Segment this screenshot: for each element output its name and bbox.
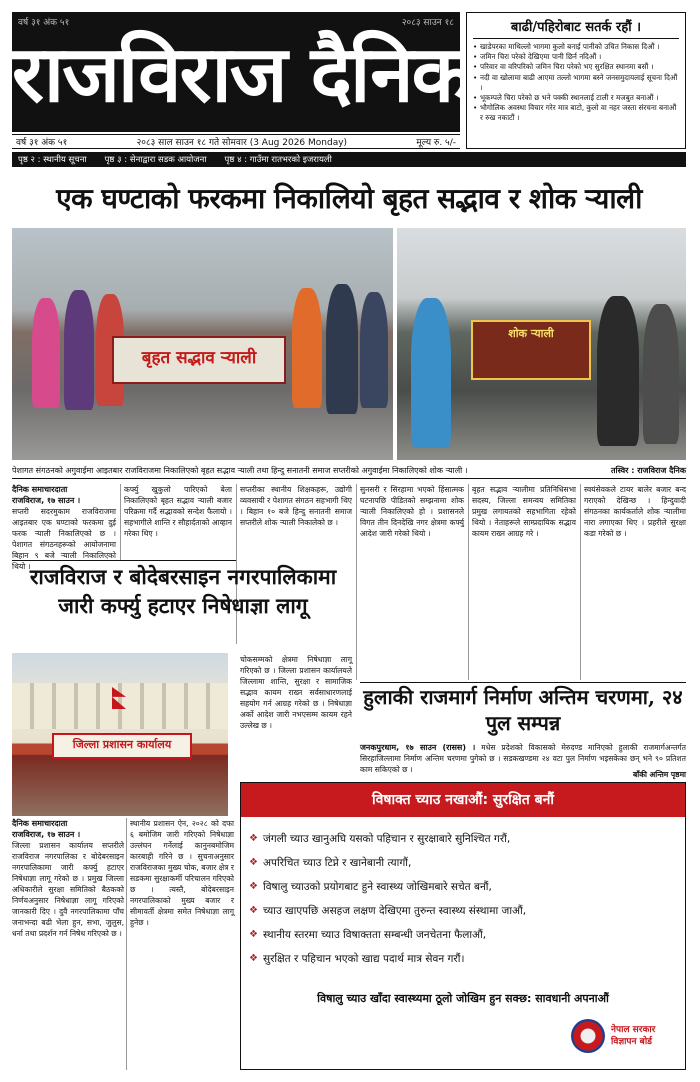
lead-column-2 [124,484,232,560]
photo-credit: तस्विर : राजविराज दैनिक [610,465,686,475]
byline-place: जनकपुरधाम, १७ साउन (रासस) । [360,743,476,752]
column-text: स्थानीय प्रशासन ऐन, २०२८ को दफा ६ बमोजिम जारी गरिएको निषेधाज्ञा उल्लंघन गर्नेलाई कानुनबमोजिम कारबाही गरिने छ । सुचनाअनुसार राजविराजका मुख्य चोक, बजार क्षेत्र र सडकमा सुरक्षाकर्मी परिचालन गरिएको छ । त्यस्तै, बोदेबरसाइन नगरपालिकाको मुख्य बजार र सीमावर्ती क्षेत्रमा समेत निषेधाज्ञा लागू हुनेछ । [130,819,234,927]
rally-banner: बृहत सद्भाव र्‍याली [112,336,286,384]
highway-headline: हुलाकी राजमार्ग निर्माण अन्तिम चरणमा, २४ पुल सम्पन्न [363,685,683,735]
dateline-price: मूल्य रु. ५/- [416,138,456,148]
index-item[interactable]: पृष्ठ २ : स्थानीय सूचना [18,155,87,165]
office-signboard: जिल्ला प्रशासन कार्यालय [52,733,192,759]
rally-photo-right [397,228,686,460]
masthead-date: २०८३ साउन १८ [401,18,454,28]
curfew-column-1 [12,818,124,1070]
photo-caption [12,462,686,479]
column-text: सप्तरी सदरमुकाम राजविराजमा आइतबार एक घण्टाको फरकमा दुई फरक र्‍याली निकालिएको छ । पेशागत संगठनहरूको आयोजनामा बिहान ९ बजे र्‍याली निकालिएको थियो । [12,507,116,571]
lead-column-6 [584,484,686,680]
flood-alert-list [473,42,679,124]
list-item: ❖ च्याउ खाएपछि असहज लक्षण देखिएमा तुरुन्त स्वास्थ्य संस्थामा जाऔं, [249,899,677,923]
byline-org: दैनिक समाचारदाता [12,819,68,828]
ad-footer: विषालु च्याउ खाँदा स्वास्थ्यमा ठूलो जोखिम हुन सक्छ: सावधानी अपनाऔं [317,992,609,1005]
newspaper-title: राजविराज दैनिक [12,29,470,120]
sponsor-line-2: विज्ञापन बोर्ड [611,1037,652,1047]
mushroom-advisory-ad [240,782,686,1070]
ad-sponsor [611,1024,655,1048]
district-office-photo [12,653,228,816]
byline-place: राजविराज, १७ साउन । [12,830,81,839]
list-item: • परिवार वा वरिपरिको जमिन चिरा परेको भए सुरक्षित स्थानमा बसौं । [473,62,679,72]
lead-column-5 [472,484,576,680]
column-text: मधेस प्रदेशको विकासको मेरुदण्ड मानिएको हुलाकी राजमार्गअन्तर्गत सिरहाजिल्लामा निर्माण अन्तिम चरणमा पुगेको छ । सडकखण्डमा २४ वटा पुल निर्माण भइसकेका छन् भने ९० प्रतिशत काम सकिएको छ । [360,743,686,774]
list-item: ❖ अपरिचित च्याउ टिप्ने र खानेबानी त्यागौं, [249,851,677,875]
list-item: • जमिन चिरा परेको देखिएमा पानी छिर्न नदिऔं । [473,52,679,62]
column-text: बृहत सद्भाव र्‍यालीमा प्रतिनिधिसभा सदस्य, जिल्ला समन्वय समितिका प्रमुख लगायतको सहभागिता रहेको थियो । नेताहरूले साम्प्रदायिक सद्भाव कायम राख्न आग्रह गरे । [472,485,576,538]
column-text: सुनसरी र सिरहामा भएको हिंसात्मक घटनापछि पीडितको सम्झनामा शोक र्‍याली निकालिएको हो । प्रशासनले विगत तीन दिनदेखि नगर क्षेत्रमा कर्फ्यु आदेश जारी गरेको थियो । [360,485,464,538]
column-text: चोकसम्मको क्षेत्रमा निषेधाज्ञा लागू गरिएको छ । जिल्ला प्रशासन कार्यालयले जिल्लामा शान्ति, सुरक्षा र सामाजिक सद्भाव कायम राख्न सर्वसाधारणलाई सहयोग गर्न आग्रह गरेको छ । निषेधाज्ञा अर्को आदेश जारी नभएसम्म कायम रहने उल्लेख छ । [240,655,352,730]
list-item: ❖ जंगली च्याउ खानुअघि यसको पहिचान र सुरक्षाबारे सुनिश्चित गरौं, [249,827,677,851]
rally-photo-left [12,228,393,460]
list-item: ❖ स्थानीय स्तरमा च्याउ विषाक्तता सम्बन्धी जनचेतना फैलाऔं, [249,923,677,947]
list-item: • नदी वा खोलामा बाढी आएमा तल्लो भागमा बस्ने जनसमुदायलाई सूचना दिऔं । [473,73,679,93]
list-item: ❖ सुरक्षित र पहिचान भएको खाद्य पदार्थ मात्र सेवन गरौं। [249,947,677,971]
masthead-volume: वर्ष ३१ अंक ५१ [18,18,70,28]
flood-alert-title: बाढी/पहिरोबाट सतर्क रहौं । [473,17,679,39]
index-item[interactable]: पृष्ठ ४ : गाउँमा रातभरको इजरायली [224,155,332,165]
lead-column-4 [360,484,464,680]
ad-list [249,827,677,971]
dateline [12,134,460,149]
government-emblem-icon [571,1019,605,1053]
curfew-headline: राजविराज र बोदेबरसाइन नगरपालिकामा जारी कर्फ्यु हटाएर निषेधाज्ञा लागू [29,564,337,618]
mourning-banner: शोक र्‍याली [471,320,591,380]
lead-column-1 [12,484,116,571]
column-text: जिल्ला प्रशासन कार्यालय सप्तरीले राजविराज नगरपालिका र बोदेबरसाइन नगरपालिकामा जारी कर्फ्यु हटाएर निषेधाज्ञा लागू गरेको छ । प्रमुख जिल्ला अधिकारीले सुरक्षा समितिको बैठकको निर्णयअनुसार निषेधाज्ञा लागू गरिएको जानकारी दिए । दुवै नगरपालिकामा पाँच जनाभन्दा बढी भेला हुन, सभा, जुलुस, धर्ना तथा प्रदर्शन गर्न निषेध गरिएको छ । [12,841,124,938]
continued-note: बाँकी अन्तिम पृष्ठमा [633,770,686,779]
sponsor-line-1: नेपाल सरकार [611,1025,656,1035]
column-text: कर्फ्यु खुकुलो पारिएको बेला निकालिएको बृहत सद्भाव र्‍याली बजार परिक्रमा गर्दै सद्भावको सन्देश फैलायो । सहभागीले शान्ति र सौहार्दताको आव्हान गरेका थिए । [124,485,232,538]
list-item: • खाडेपरका माथिल्लो भागमा कुलो बनाई पानीको उचित निकास दिऔं । [473,42,679,52]
index-item[interactable]: पृष्ठ ३ : सेनाद्वारा सडक आयोजना [104,155,207,165]
masthead [12,12,470,132]
list-item: ❖ विषालु च्याउको प्रयोगबाट हुने स्वास्थ्य जोखिमबारे सचेत बनौं, [249,875,677,899]
curfew-column-2 [130,818,234,1070]
flood-alert-box [466,12,686,149]
inside-pages-index [12,152,686,167]
curfew-column-3 [240,654,352,778]
dateline-volume: वर्ष ३१ अंक ५१ [16,138,68,148]
caption-text: पेशागत संगठनको अगुवाईमा आइतबार राजविराजमा निकालिएको बृहत सद्भाव र्‍याली तथा हिन्दु सनातनी समाज सप्तरीको अगुवाईमा निकालिएको शोक र्‍याली । [12,465,468,475]
column-text: स्वयंसेवकले टायर बालेर बजार बन्द गराएको देखिन्छ । हिन्दुवादी संगठनका कार्यकर्ताले शोक र्‍यालीमा नारा लगाएका थिए । प्रहरीले सुरक्षा कडा गरेको छ । [584,485,686,538]
list-item: • भौगोलिक अवस्था विचार गरेर मात्र बाटो, कुलो वा नहर जस्ता संरचना बनाऔं र रुख नकाटौं । [473,103,679,123]
list-item: • भूकम्पले चिरा परेको छ भने पक्की स्थानलाई टाली र मजबुत बनाऔं । [473,93,679,103]
column-text: सप्तरीका स्थानीय शिक्षकहरू, उद्योगी व्यवसायी र पेशागत संगठन सहभागी थिए । बिहान १० बजे हिन्दु सनातनी समाज सप्तरीले शोक र्‍याली निकालेको छ । [240,485,352,527]
lead-headline: एक घण्टाको फरकमा निकालियो बृहत सद्भाव र शोक र्‍याली [56,182,642,215]
byline-org: दैनिक समाचारदाता [12,485,68,494]
byline-place: राजविराज, १७ साउन । [12,496,81,505]
dateline-date: २०८३ साल साउन १८ गते सोमवार (3 Aug 2026 Monday) [136,138,348,148]
ad-title: विषाक्त च्याउ नखाऔं: सुरक्षित बनौं [241,783,685,817]
